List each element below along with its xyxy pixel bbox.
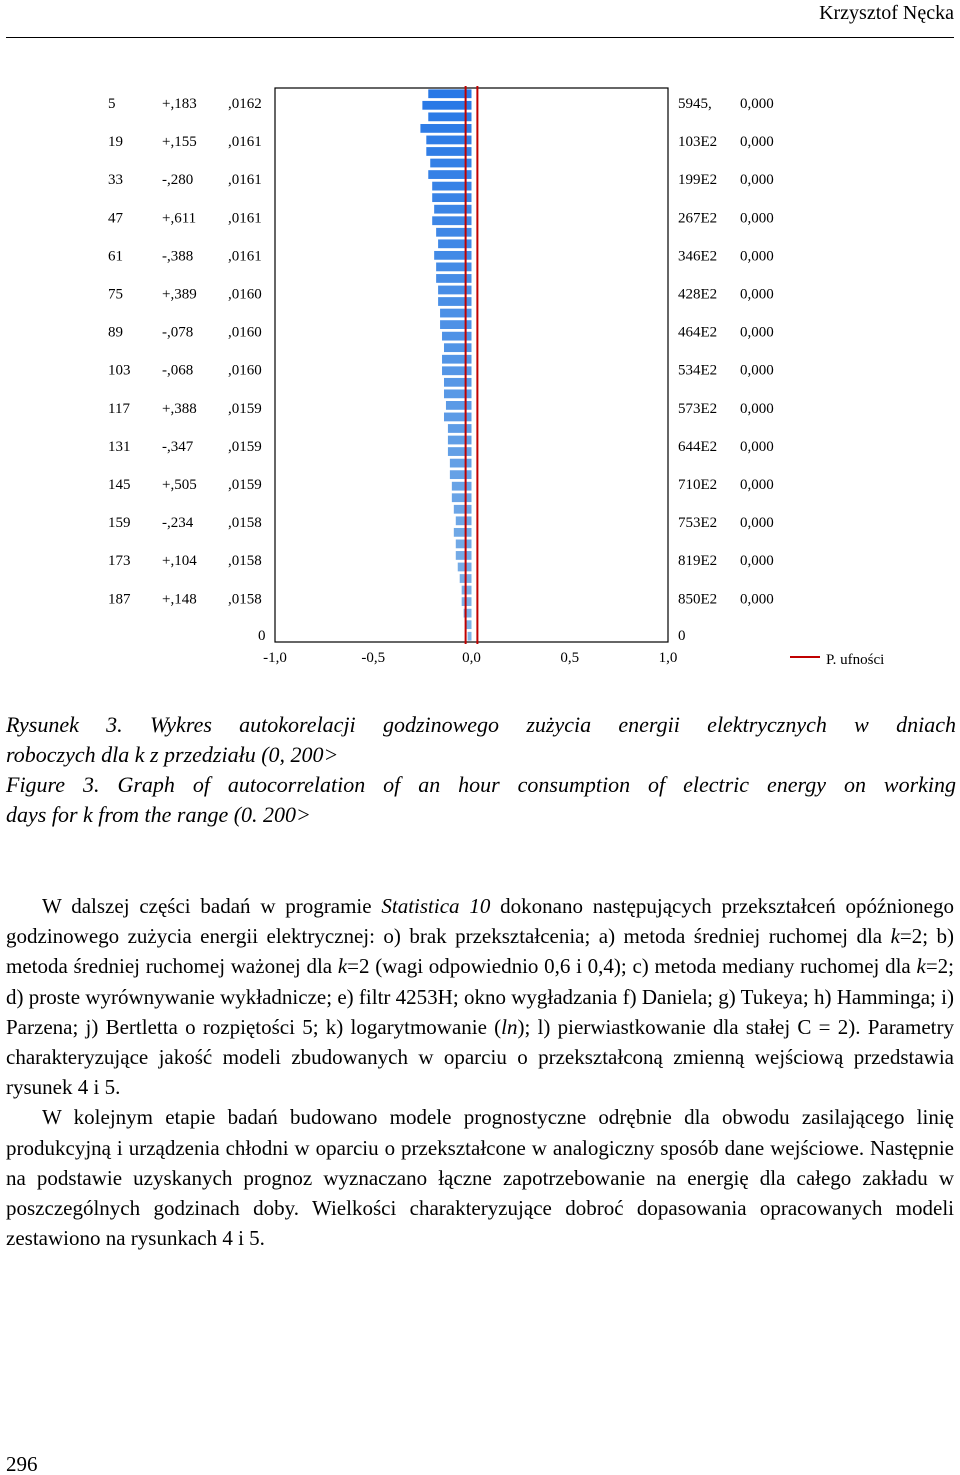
bar <box>446 401 472 410</box>
se-label: ,0159 <box>228 438 262 455</box>
p-label: 0,000 <box>740 324 774 341</box>
p-label: 0,000 <box>740 286 774 303</box>
bar <box>444 378 472 387</box>
lag-label: 75 <box>108 286 123 303</box>
x-axis <box>263 650 677 666</box>
caption-en-label: Figure 3. <box>6 772 100 797</box>
legend-label: P. ufności <box>826 652 885 668</box>
p-label: 0,000 <box>740 438 774 455</box>
se-label: ,0160 <box>228 362 262 379</box>
lag-label: 103 <box>108 362 131 379</box>
autocorrelation-chart <box>0 80 960 680</box>
lag-label: 145 <box>108 477 131 493</box>
body-text <box>6 891 954 1253</box>
p-label: 0,000 <box>740 553 774 570</box>
legend <box>790 652 884 668</box>
se-label: ,0161 <box>228 248 262 265</box>
corr-label: -,078 <box>162 324 194 341</box>
page-number: 296 <box>6 1452 38 1475</box>
p-label: 0,000 <box>740 362 774 379</box>
bar <box>442 355 471 364</box>
q-label: 710E2 <box>678 477 718 493</box>
q-label: 850E2 <box>678 591 718 608</box>
q-label: 573E2 <box>678 400 718 417</box>
bar <box>440 309 471 318</box>
q-label: 819E2 <box>678 553 718 570</box>
corr-label: +,505 <box>162 477 197 493</box>
bar <box>468 632 472 641</box>
caption-en <box>6 770 956 830</box>
header-author: Krzysztof Nęcka <box>819 2 954 24</box>
p-label: 0,000 <box>740 591 774 608</box>
bar <box>452 493 472 502</box>
x-tick-label: -1,0 <box>263 650 287 666</box>
q-label: 199E2 <box>678 172 718 189</box>
corr-label: +,104 <box>162 553 197 570</box>
lag-label: 173 <box>108 553 131 570</box>
caption-pl <box>6 710 956 770</box>
caption-en-line2: days for k from the range (0. 200> <box>6 802 311 827</box>
header-rule <box>6 37 954 38</box>
p-label: 0,000 <box>740 96 774 112</box>
se-label: ,0160 <box>228 286 262 303</box>
se-label: ,0158 <box>228 553 262 570</box>
bar <box>444 413 472 422</box>
caption-en-line1: Graph of autocorrelation of an hour consumption of electric energy on working <box>117 772 957 797</box>
q-label: 103E2 <box>678 134 718 151</box>
corr-label: -,347 <box>162 438 194 455</box>
corr-label: -,388 <box>162 248 194 265</box>
bar <box>422 101 471 110</box>
lag-label: 33 <box>108 172 123 189</box>
p-label: 0,000 <box>740 515 774 532</box>
corr-label: +,388 <box>162 400 197 417</box>
se-label: ,0161 <box>228 172 262 189</box>
p-label: 0,000 <box>740 400 774 417</box>
q-label: 464E2 <box>678 324 718 341</box>
corr-label: +,389 <box>162 286 197 303</box>
p-label: 0,000 <box>740 210 774 227</box>
bar <box>456 540 472 549</box>
se-label: ,0159 <box>228 477 262 493</box>
software-name: Statistica 10 <box>381 894 491 918</box>
lag-label: 47 <box>108 210 123 227</box>
q-label: 5945, <box>678 96 712 112</box>
bottom-left-zero: 0 <box>258 628 266 644</box>
lag-label: 187 <box>108 591 131 608</box>
lag-label: 159 <box>108 515 131 532</box>
bar <box>456 551 472 560</box>
bar <box>454 505 472 514</box>
p-label: 0,000 <box>740 134 774 151</box>
x-tick-label: -0,5 <box>361 650 386 666</box>
se-label: ,0158 <box>228 515 262 532</box>
bar <box>450 470 472 479</box>
bar <box>452 482 472 491</box>
lag-label: 131 <box>108 438 131 455</box>
bar <box>444 389 472 398</box>
q-label: 428E2 <box>678 286 718 303</box>
corr-label: +,155 <box>162 134 197 151</box>
se-label: ,0158 <box>228 591 262 608</box>
x-tick-label: 0,0 <box>462 650 481 666</box>
bottom-right-zero: 0 <box>678 628 686 644</box>
bar-group <box>420 89 471 640</box>
bar <box>442 366 471 375</box>
se-label: ,0160 <box>228 324 262 341</box>
caption-pl-label: Rysunek 3. <box>6 712 123 737</box>
lag-label: 89 <box>108 324 123 341</box>
bar <box>442 332 471 341</box>
q-label: 346E2 <box>678 248 718 265</box>
bar <box>454 528 472 537</box>
q-label: 644E2 <box>678 438 718 455</box>
q-label: 267E2 <box>678 210 718 227</box>
corr-label: +,148 <box>162 591 197 608</box>
paragraph-1: W dalszej części badań w programie Statistica 10 dokonano następujących przekształceń opóźnionego godzinowego zużycia energii elektrycznej: o) brak przekształcenia; a) metoda średniej ruchomej dla k=2; b) metoda średniej ruchomej ważonej dla k=2 (wagi odpowiednio 0,6 i 0,4); c) metoda mediany ruchomej dla k=2; d) proste wyrównywanie wykładnicze; e) filtr 4253H; okno wygładzania f) Daniela; g) Tukeya; h) Hamminga; i) Parzena; j) Bertletta o rozpiętości 5; k) logarytmowanie (ln); l) pierwiastkowanie dla stałej C = 2). Parametry charakteryzujące jakość modeli zbudowanych w oparciu o przekształconą zmienną wejściową przedstawia rysunek 4 i 5. <box>6 894 955 1100</box>
x-tick-label: 1,0 <box>658 650 678 666</box>
lag-label: 117 <box>108 400 130 417</box>
page-header <box>0 0 960 38</box>
lag-label: 5 <box>108 96 116 112</box>
bar <box>448 447 472 456</box>
se-label: ,0162 <box>228 96 262 112</box>
bar <box>444 343 472 352</box>
q-label: 534E2 <box>678 362 718 379</box>
corr-label: -,234 <box>162 515 194 532</box>
se-label: ,0161 <box>228 210 262 227</box>
corr-label: +,611 <box>162 210 197 227</box>
se-label: ,0159 <box>228 400 262 417</box>
p-label: 0,000 <box>740 172 774 189</box>
corr-label: -,068 <box>162 362 194 379</box>
corr-label: -,280 <box>162 172 194 189</box>
bar <box>450 459 472 468</box>
bar <box>456 516 472 525</box>
confidence-lines <box>466 86 478 644</box>
p-label: 0,000 <box>740 477 774 493</box>
bar <box>420 124 471 133</box>
bar <box>448 436 472 445</box>
x-tick-label: 0,5 <box>560 650 580 666</box>
paragraph-2: W kolejnym etapie badań budowano modele prognostyczne odrębnie dla obwodu zasilającego linię produkcyjną i urządzenia chłodni w oparciu o przekształcone w analogiczny sposób dane wejściowe. Następnie na podstawie uzyskanych prognoz wyznaczano łączne zapotrzebowanie na energię dla całego zakładu w poszczególnych godzinach doby. Wielkości charakteryzujące dobroć dopasowania opracowanych modeli zestawiono na rysunkach 4 i 5. <box>6 1105 954 1251</box>
q-label: 753E2 <box>678 515 718 532</box>
bar <box>448 424 472 433</box>
lag-label: 19 <box>108 134 123 151</box>
caption-pl-line2: roboczych dla k z przedziału (0, 200> <box>6 742 339 767</box>
p-label: 0,000 <box>740 248 774 265</box>
lag-label: 61 <box>108 248 123 265</box>
caption-pl-line1: Wykres autokorelacji godzinowego zużycia energii elektrycznych w dniach <box>149 712 956 737</box>
se-label: ,0161 <box>228 134 262 151</box>
bar <box>440 320 471 329</box>
corr-label: +,183 <box>162 96 197 112</box>
